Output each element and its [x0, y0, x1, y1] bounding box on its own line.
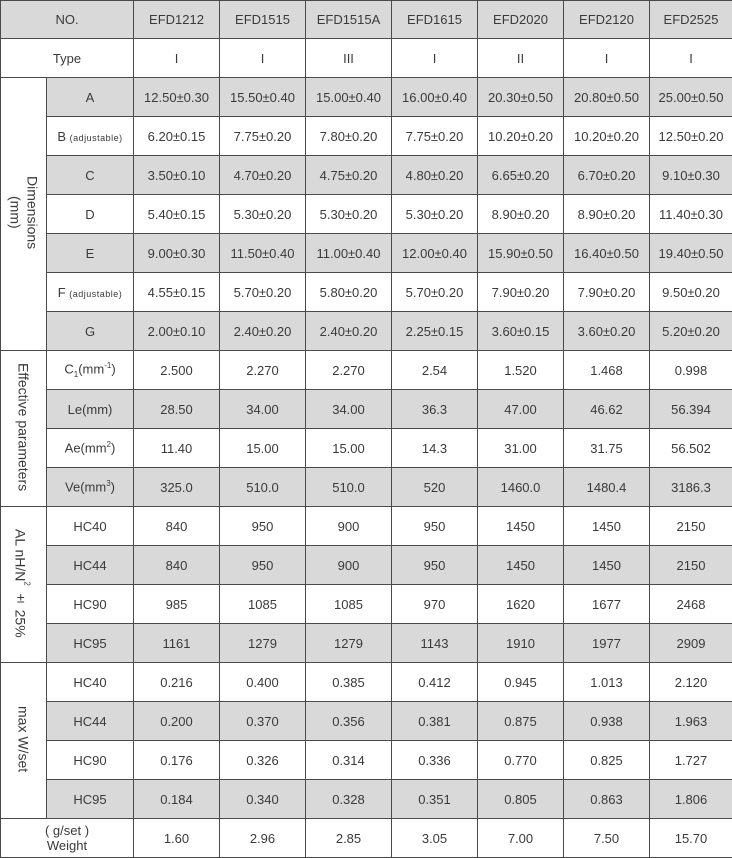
table-row	[1, 39, 732, 78]
value-cell: 7.80±0.20	[306, 117, 392, 156]
value-cell: 3186.3	[650, 468, 732, 507]
value-cell: 5.70±0.20	[220, 273, 306, 312]
value-cell: 5.30±0.20	[306, 195, 392, 234]
value-cell: 1.963	[650, 702, 732, 741]
parameter-label-cell	[47, 429, 134, 468]
value-cell: 2468	[650, 585, 732, 624]
table-row	[1, 78, 732, 117]
value-cell: 14.3	[392, 429, 478, 468]
table-row	[1, 312, 732, 351]
al-prefix: AL nH/N	[13, 529, 29, 581]
dimension-label-cell	[47, 78, 134, 117]
value-cell: 2909	[650, 624, 732, 663]
model-header-cell: EFD2020	[478, 1, 564, 39]
le-label: Le(mm)	[68, 402, 113, 417]
material-label-cell: HC90	[47, 585, 134, 624]
table-row	[1, 468, 732, 507]
ae-close: )	[111, 441, 115, 456]
dimension-label-cell	[47, 273, 134, 312]
value-cell: 56.394	[650, 390, 732, 429]
value-cell: 1977	[564, 624, 650, 663]
value-cell: 6.65±0.20	[478, 156, 564, 195]
table-row	[1, 195, 732, 234]
table-row	[1, 234, 732, 273]
value-cell: 2.270	[306, 351, 392, 390]
value-cell: 1450	[564, 507, 650, 546]
effective-group-label	[1, 351, 47, 507]
value-cell: 1460.0	[478, 468, 564, 507]
value-cell: 47.00	[478, 390, 564, 429]
value-cell: 12.50±0.20	[650, 117, 732, 156]
value-cell: 46.62	[564, 390, 650, 429]
al-group-label	[1, 507, 47, 663]
value-cell: 0.314	[306, 741, 392, 780]
value-cell: 7.90±0.20	[478, 273, 564, 312]
value-cell: 1.468	[564, 351, 650, 390]
parameter-label-cell	[47, 468, 134, 507]
value-cell: II	[478, 39, 564, 78]
material-label-cell: HC40	[47, 663, 134, 702]
value-cell: 4.80±0.20	[392, 156, 478, 195]
dimension-letter: D	[85, 207, 94, 222]
value-cell: 1.727	[650, 741, 732, 780]
value-cell: 1161	[134, 624, 220, 663]
value-cell: 6.20±0.15	[134, 117, 220, 156]
table-row	[1, 702, 732, 741]
value-cell: 3.60±0.20	[564, 312, 650, 351]
value-cell: 2.500	[134, 351, 220, 390]
model-header-cell: EFD1515	[220, 1, 306, 39]
value-cell: 3.60±0.15	[478, 312, 564, 351]
value-cell: 8.90±0.20	[478, 195, 564, 234]
value-cell: 0.945	[478, 663, 564, 702]
table-row	[1, 663, 732, 702]
value-cell: 1677	[564, 585, 650, 624]
value-cell: 900	[306, 546, 392, 585]
type-label-cell: Type	[1, 39, 134, 78]
value-cell: 7.00	[478, 819, 564, 858]
table-row	[1, 780, 732, 819]
value-cell: 2.85	[306, 819, 392, 858]
value-cell: 15.50±0.40	[220, 78, 306, 117]
value-cell: 0.176	[134, 741, 220, 780]
value-cell: 1450	[478, 546, 564, 585]
value-cell: 840	[134, 546, 220, 585]
value-cell: 15.70	[650, 819, 732, 858]
value-cell: 5.70±0.20	[392, 273, 478, 312]
value-cell: 9.50±0.20	[650, 273, 732, 312]
value-cell: 12.00±0.40	[392, 234, 478, 273]
dimension-label-cell	[47, 117, 134, 156]
value-cell: 7.75±0.20	[220, 117, 306, 156]
ve-label: Ve(mm	[65, 480, 106, 495]
value-cell: 950	[392, 546, 478, 585]
no-header-cell: NO.	[1, 1, 134, 39]
value-cell: 0.385	[306, 663, 392, 702]
table-row	[1, 741, 732, 780]
model-header-cell: EFD1212	[134, 1, 220, 39]
value-cell: 0.356	[306, 702, 392, 741]
value-cell: 16.00±0.40	[392, 78, 478, 117]
value-cell: 12.50±0.30	[134, 78, 220, 117]
value-cell: 20.80±0.50	[564, 78, 650, 117]
value-cell: 4.55±0.15	[134, 273, 220, 312]
value-cell: III	[306, 39, 392, 78]
value-cell: 9.00±0.30	[134, 234, 220, 273]
table-row	[1, 351, 732, 390]
dimension-label-cell	[47, 195, 134, 234]
adjustable-note: (adjustable)	[70, 133, 123, 143]
value-cell: 0.998	[650, 351, 732, 390]
material-label-cell: HC44	[47, 702, 134, 741]
al-superscript: 2	[22, 581, 31, 585]
dimension-label-cell	[47, 156, 134, 195]
material-label-cell: HC90	[47, 741, 134, 780]
dimension-letter: B	[57, 129, 66, 144]
value-cell: 0.336	[392, 741, 478, 780]
value-cell: I	[650, 39, 732, 78]
value-cell: 0.805	[478, 780, 564, 819]
value-cell: 10.20±0.20	[564, 117, 650, 156]
value-cell: 1620	[478, 585, 564, 624]
value-cell: 900	[306, 507, 392, 546]
power-group-label	[1, 663, 47, 819]
value-cell: 510.0	[306, 468, 392, 507]
dimension-letter: F	[58, 285, 66, 300]
value-cell: 0.328	[306, 780, 392, 819]
value-cell: 1279	[220, 624, 306, 663]
c1-unit: (mm	[78, 361, 104, 376]
table-row	[1, 273, 732, 312]
value-cell: 34.00	[306, 390, 392, 429]
dimensions-unit: (mm)	[8, 196, 24, 229]
table-row	[1, 546, 732, 585]
value-cell: 0.875	[478, 702, 564, 741]
ae-label: Ae(mm	[65, 441, 107, 456]
value-cell: 2.120	[650, 663, 732, 702]
value-cell: 0.381	[392, 702, 478, 741]
value-cell: 0.340	[220, 780, 306, 819]
value-cell: I	[220, 39, 306, 78]
value-cell: 1.013	[564, 663, 650, 702]
value-cell: 2150	[650, 507, 732, 546]
value-cell: 0.825	[564, 741, 650, 780]
value-cell: 1480.4	[564, 468, 650, 507]
value-cell: 0.400	[220, 663, 306, 702]
model-header-cell: EFD2120	[564, 1, 650, 39]
dimension-letter: A	[86, 90, 95, 105]
table-row	[1, 585, 732, 624]
value-cell: 520	[392, 468, 478, 507]
value-cell: 0.216	[134, 663, 220, 702]
value-cell: 0.412	[392, 663, 478, 702]
value-cell: 5.30±0.20	[392, 195, 478, 234]
table-row	[1, 819, 732, 858]
value-cell: 840	[134, 507, 220, 546]
table-row	[1, 507, 732, 546]
value-cell: 0.863	[564, 780, 650, 819]
dimension-letter: E	[86, 246, 95, 261]
value-cell: 1.520	[478, 351, 564, 390]
material-label-cell: HC95	[47, 780, 134, 819]
dimensions-label: Dimensions	[25, 176, 41, 249]
value-cell: 15.90±0.50	[478, 234, 564, 273]
value-cell: 510.0	[220, 468, 306, 507]
value-cell: 2.00±0.10	[134, 312, 220, 351]
table-row	[1, 429, 732, 468]
value-cell: 2.54	[392, 351, 478, 390]
weight-label: Weight	[47, 838, 87, 853]
value-cell: 7.50	[564, 819, 650, 858]
value-cell: 1450	[564, 546, 650, 585]
value-cell: 1910	[478, 624, 564, 663]
value-cell: 950	[220, 507, 306, 546]
dimension-label-cell	[47, 312, 134, 351]
dimensions-group-text	[7, 176, 41, 249]
value-cell: 0.351	[392, 780, 478, 819]
value-cell: 0.184	[134, 780, 220, 819]
value-cell: 11.50±0.40	[220, 234, 306, 273]
table-row	[1, 624, 732, 663]
ae-superscript: 2	[107, 440, 111, 449]
value-cell: 3.05	[392, 819, 478, 858]
dimension-letter: C	[85, 168, 94, 183]
c1-subscript: 1	[74, 370, 78, 379]
value-cell: 19.40±0.50	[650, 234, 732, 273]
value-cell: 0.770	[478, 741, 564, 780]
value-cell: 34.00	[220, 390, 306, 429]
c1-label: C	[64, 361, 73, 376]
c1-close: )	[111, 361, 115, 376]
value-cell: 11.00±0.40	[306, 234, 392, 273]
value-cell: 56.502	[650, 429, 732, 468]
value-cell: 2.96	[220, 819, 306, 858]
value-cell: 1450	[478, 507, 564, 546]
value-cell: 36.3	[392, 390, 478, 429]
value-cell: 1143	[392, 624, 478, 663]
value-cell: I	[564, 39, 650, 78]
value-cell: 4.75±0.20	[306, 156, 392, 195]
al-group-text	[12, 529, 36, 638]
value-cell: 5.40±0.15	[134, 195, 220, 234]
value-cell: 1085	[306, 585, 392, 624]
value-cell: 16.40±0.50	[564, 234, 650, 273]
effective-group-text: Effective parameters	[15, 363, 33, 491]
table-row	[1, 117, 732, 156]
value-cell: 2.270	[220, 351, 306, 390]
value-cell: 1.60	[134, 819, 220, 858]
value-cell: 11.40	[134, 429, 220, 468]
model-header-cell: EFD1615	[392, 1, 478, 39]
weight-unit: ( g/set )	[45, 823, 89, 838]
value-cell: 2.40±0.20	[306, 312, 392, 351]
value-cell: 9.10±0.30	[650, 156, 732, 195]
value-cell: 15.00±0.40	[306, 78, 392, 117]
value-cell: 5.20±0.20	[650, 312, 732, 351]
value-cell: 5.30±0.20	[220, 195, 306, 234]
value-cell: 7.75±0.20	[392, 117, 478, 156]
value-cell: 2.40±0.20	[220, 312, 306, 351]
value-cell: 8.90±0.20	[564, 195, 650, 234]
value-cell: 325.0	[134, 468, 220, 507]
value-cell: 10.20±0.20	[478, 117, 564, 156]
adjustable-note: (adjustable)	[69, 289, 122, 299]
value-cell: I	[392, 39, 478, 78]
value-cell: 20.30±0.50	[478, 78, 564, 117]
value-cell: 2.25±0.15	[392, 312, 478, 351]
value-cell: 4.70±0.20	[220, 156, 306, 195]
model-header-cell: EFD2525	[650, 1, 732, 39]
value-cell: 31.75	[564, 429, 650, 468]
value-cell: 31.00	[478, 429, 564, 468]
ve-close: )	[111, 480, 115, 495]
value-cell: 950	[220, 546, 306, 585]
value-cell: 1279	[306, 624, 392, 663]
power-group-text: max W/set	[15, 706, 33, 772]
value-cell: 0.938	[564, 702, 650, 741]
al-suffix: ± 25%	[13, 589, 29, 637]
value-cell: 11.40±0.30	[650, 195, 732, 234]
dimensions-group-label	[1, 78, 47, 351]
value-cell: 28.50	[134, 390, 220, 429]
material-label-cell: HC44	[47, 546, 134, 585]
value-cell: 5.80±0.20	[306, 273, 392, 312]
table-row	[1, 156, 732, 195]
value-cell: 1.806	[650, 780, 732, 819]
weight-label-cell	[1, 819, 134, 858]
value-cell: 985	[134, 585, 220, 624]
value-cell: 15.00	[306, 429, 392, 468]
value-cell: 7.90±0.20	[564, 273, 650, 312]
table-row	[1, 390, 732, 429]
value-cell: I	[134, 39, 220, 78]
parameter-label-cell	[47, 351, 134, 390]
value-cell: 15.00	[220, 429, 306, 468]
parameter-label-cell	[47, 390, 134, 429]
value-cell: 950	[392, 507, 478, 546]
ve-superscript: 3	[106, 479, 110, 488]
dimension-label-cell	[47, 234, 134, 273]
value-cell: 0.370	[220, 702, 306, 741]
value-cell: 1085	[220, 585, 306, 624]
material-label-cell: HC95	[47, 624, 134, 663]
value-cell: 970	[392, 585, 478, 624]
value-cell: 3.50±0.10	[134, 156, 220, 195]
dimension-letter: G	[85, 324, 95, 339]
value-cell: 0.200	[134, 702, 220, 741]
model-header-cell: EFD1515A	[306, 1, 392, 39]
c1-superscript: -1	[104, 361, 111, 370]
value-cell: 2150	[650, 546, 732, 585]
value-cell: 25.00±0.50	[650, 78, 732, 117]
header-row	[1, 1, 732, 39]
value-cell: 6.70±0.20	[564, 156, 650, 195]
value-cell: 0.326	[220, 741, 306, 780]
material-label-cell: HC40	[47, 507, 134, 546]
